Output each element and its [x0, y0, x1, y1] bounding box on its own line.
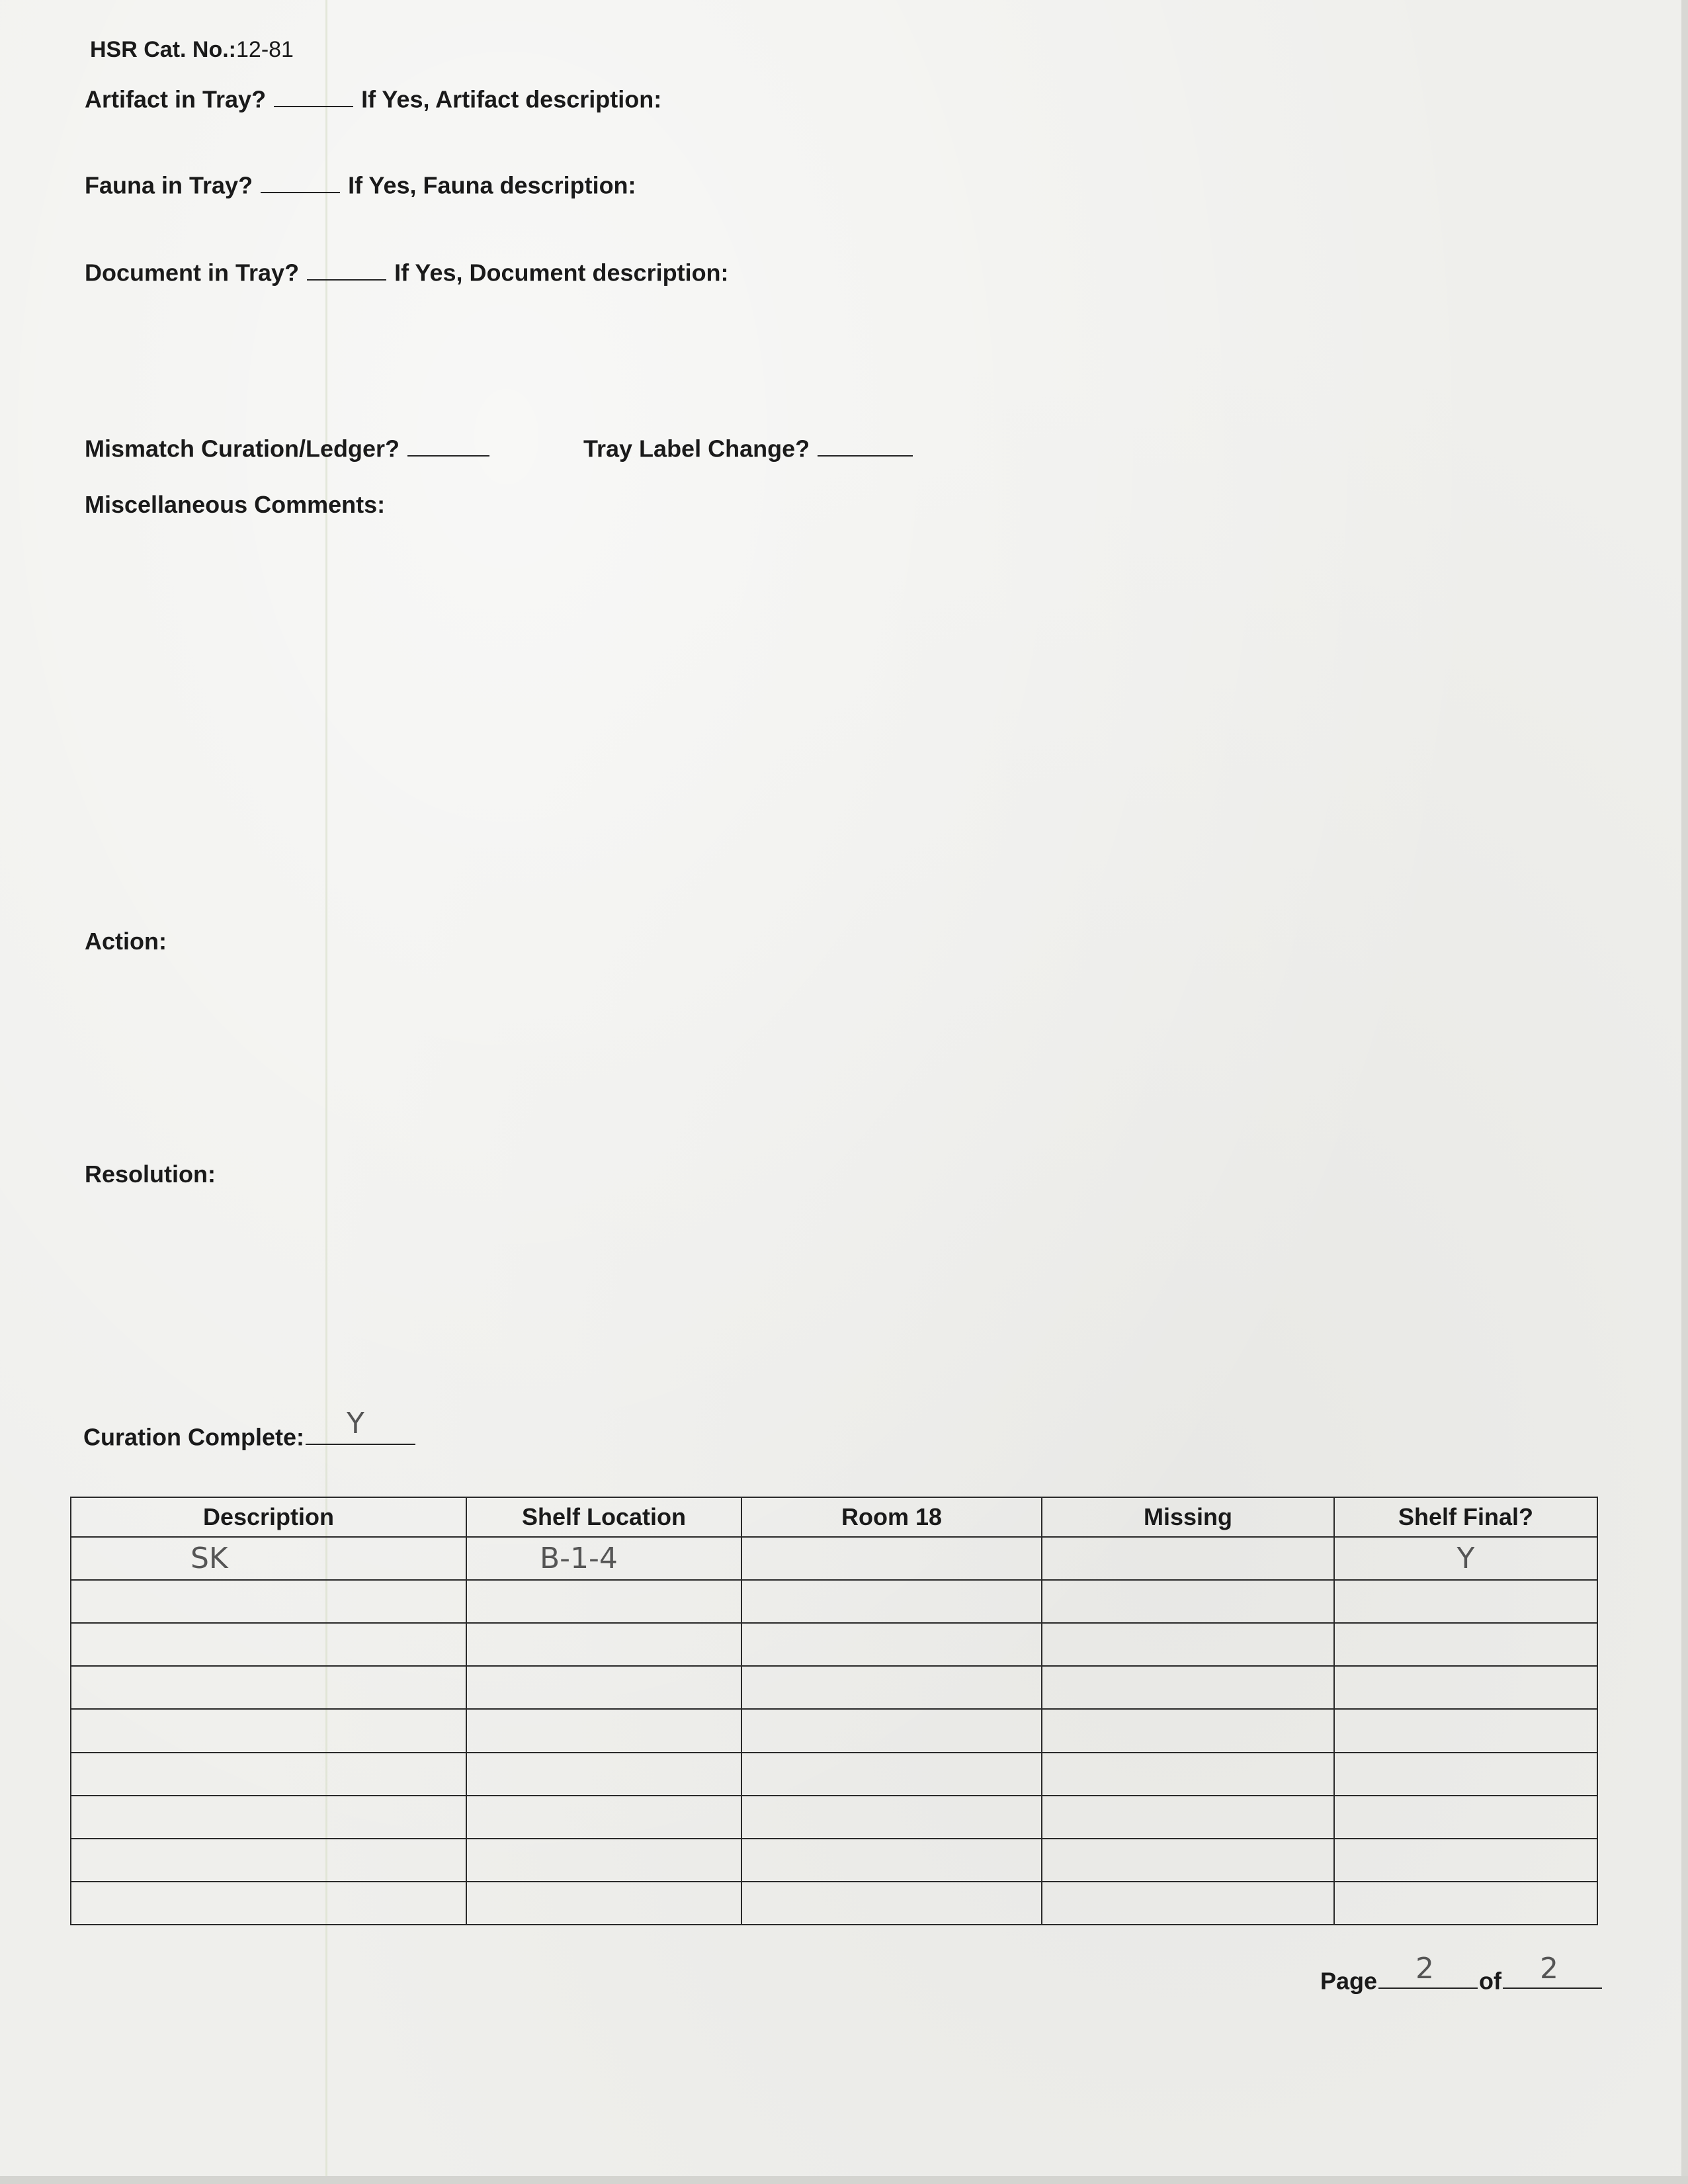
tray-label-answer-field[interactable] [818, 434, 913, 457]
table-row [71, 1580, 1597, 1623]
cell-room-18[interactable] [741, 1753, 1042, 1796]
cell-description[interactable] [71, 1753, 466, 1796]
document-description-label: If Yes, Document description: [394, 259, 729, 286]
table-row [71, 1666, 1597, 1709]
misc-comments-label: Miscellaneous Comments: [85, 491, 386, 518]
mismatch-label: Mismatch Curation/Ledger? [85, 435, 400, 462]
cell-shelf-final[interactable] [1334, 1753, 1597, 1796]
cell-shelf-location[interactable] [466, 1623, 741, 1666]
cell-shelf-final[interactable] [1334, 1580, 1597, 1623]
cell-missing[interactable] [1042, 1537, 1334, 1580]
fauna-description-label: If Yes, Fauna description: [348, 171, 636, 199]
cell-description[interactable] [71, 1580, 466, 1623]
cell-description[interactable]: SK [71, 1537, 466, 1580]
page-number-row [1320, 1952, 1603, 1995]
cell-room-18[interactable] [741, 1666, 1042, 1709]
cell-description[interactable] [71, 1709, 466, 1752]
header-shelf-location: Shelf Location [466, 1497, 741, 1537]
table-row [71, 1537, 1597, 1580]
tray-label-change-label: Tray Label Change? [583, 435, 810, 462]
cell-missing[interactable] [1042, 1580, 1334, 1623]
mismatch-answer-field[interactable] [407, 434, 489, 457]
cell-shelf-location[interactable] [466, 1666, 741, 1709]
cell-shelf-location[interactable] [466, 1839, 741, 1882]
cell-description[interactable] [71, 1882, 466, 1925]
cell-missing[interactable] [1042, 1709, 1334, 1752]
table-row [71, 1753, 1597, 1796]
tray-label-row [583, 434, 914, 462]
header-description: Description [71, 1497, 466, 1537]
action-label: Action: [85, 928, 167, 955]
artifact-description-label: If Yes, Artifact description: [361, 85, 662, 113]
cell-room-18[interactable] [741, 1623, 1042, 1666]
cell-shelf-final[interactable] [1334, 1623, 1597, 1666]
artifact-answer-field[interactable] [274, 85, 353, 107]
cell-missing[interactable] [1042, 1882, 1334, 1925]
cell-missing[interactable] [1042, 1839, 1334, 1882]
cell-shelf-location[interactable] [466, 1882, 741, 1925]
artifact-question: Artifact in Tray? [85, 85, 267, 113]
curation-table [70, 1497, 1598, 1925]
page-total-field[interactable] [1503, 1952, 1602, 1989]
cell-room-18[interactable] [741, 1709, 1042, 1752]
cell-shelf-location[interactable] [466, 1580, 741, 1623]
table-header-row [71, 1497, 1597, 1537]
header-missing: Missing [1042, 1497, 1334, 1537]
cell-shelf-final[interactable] [1334, 1796, 1597, 1839]
hsr-cat-no [90, 37, 294, 63]
fauna-row [85, 171, 636, 199]
cell-description[interactable] [71, 1839, 466, 1882]
cell-shelf-location[interactable] [466, 1709, 741, 1752]
cell-missing[interactable] [1042, 1666, 1334, 1709]
table-row [71, 1882, 1597, 1925]
cell-shelf-final[interactable] [1334, 1882, 1597, 1925]
cell-room-18[interactable] [741, 1839, 1042, 1882]
table-row [71, 1839, 1597, 1882]
header-room-18: Room 18 [741, 1497, 1042, 1537]
table-row [71, 1796, 1597, 1839]
cell-shelf-final[interactable] [1334, 1839, 1597, 1882]
hsr-cat-label: HSR Cat. No.: [90, 37, 236, 62]
cell-room-18[interactable] [741, 1537, 1042, 1580]
cell-description[interactable] [71, 1666, 466, 1709]
hsr-cat-value: 12-81 [236, 37, 294, 62]
cell-shelf-location[interactable] [466, 1753, 741, 1796]
cell-room-18[interactable] [741, 1882, 1042, 1925]
mismatch-row [85, 434, 491, 462]
header-shelf-final: Shelf Final? [1334, 1497, 1597, 1537]
table-row [71, 1709, 1597, 1752]
of-label: of [1479, 1967, 1502, 1995]
curation-complete-value: Y [347, 1407, 364, 1440]
cell-description[interactable] [71, 1796, 466, 1839]
cell-room-18[interactable] [741, 1580, 1042, 1623]
curation-complete-field[interactable] [306, 1407, 415, 1445]
cell-room-18[interactable] [741, 1796, 1042, 1839]
page-number-value: 2 [1415, 1952, 1435, 1986]
resolution-label: Resolution: [85, 1160, 216, 1188]
curation-complete-row [83, 1407, 417, 1451]
cell-missing[interactable] [1042, 1796, 1334, 1839]
cell-missing[interactable] [1042, 1623, 1334, 1666]
table-row [71, 1623, 1597, 1666]
cell-shelf-location[interactable] [466, 1796, 741, 1839]
artifact-row [85, 85, 661, 113]
curation-complete-label: Curation Complete: [83, 1423, 305, 1451]
page-label: Page [1320, 1967, 1378, 1995]
document-row [85, 258, 729, 286]
page-number-field[interactable] [1378, 1952, 1478, 1989]
cell-shelf-final[interactable] [1334, 1666, 1597, 1709]
document-answer-field[interactable] [307, 258, 386, 281]
scan-edge-right [1681, 0, 1688, 2184]
page-total-value: 2 [1540, 1952, 1559, 1986]
fauna-answer-field[interactable] [261, 171, 340, 193]
fauna-question: Fauna in Tray? [85, 171, 253, 199]
cell-description[interactable] [71, 1623, 466, 1666]
document-question: Document in Tray? [85, 259, 300, 286]
scan-edge-bottom [0, 2176, 1688, 2184]
cell-shelf-final[interactable]: Y [1334, 1537, 1597, 1580]
cell-missing[interactable] [1042, 1753, 1334, 1796]
cell-shelf-location[interactable]: B-1-4 [466, 1537, 741, 1580]
cell-shelf-final[interactable] [1334, 1709, 1597, 1752]
